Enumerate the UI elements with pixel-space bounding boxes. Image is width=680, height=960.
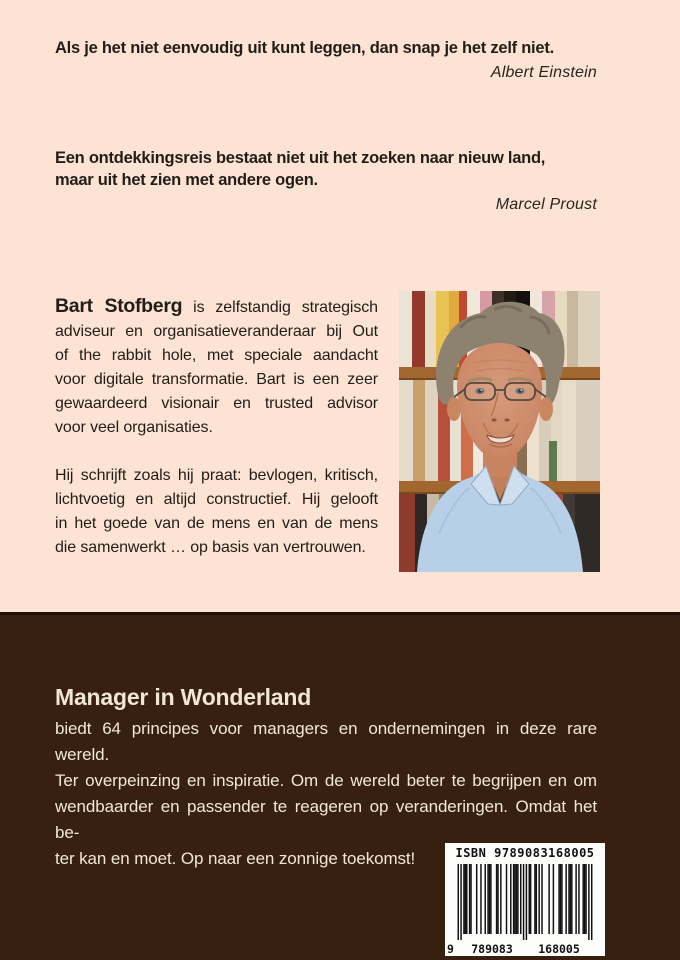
quote-einstein-attribution: Albert Einstein [490, 64, 597, 81]
isbn-label: ISBN 9789083168005 [455, 846, 595, 860]
bio-line [55, 294, 378, 320]
blurb-line: Ter overpeinzing en inspiratie. Om de wereld beter te begrijpen en om [55, 771, 597, 790]
bottom-section [0, 612, 680, 960]
barcode-bars [458, 864, 593, 940]
isbn-digit-group-1: 789083 [471, 942, 513, 956]
blurb-line: ter kan en moet. Op naar een zonnige toekomst! [55, 849, 416, 868]
bio-line: voor digitale transformatie. Bart is een zeer [55, 371, 378, 388]
ear [539, 397, 553, 421]
author-bio-paragraph-1 [55, 294, 378, 440]
bio-line: Hij schrijft zoals hij praat: bevlogen, kritisch, [55, 467, 378, 484]
bio-line-rest: is zelfstandig strategisch [193, 299, 378, 316]
author-bio-paragraph-2 [55, 464, 378, 560]
bio-line: voor veel organisaties. [55, 419, 213, 436]
isbn-digits [445, 942, 605, 955]
bio-line: adviseur en organisatieveranderaar bij Out [55, 323, 378, 340]
book-title: Manager in Wonderland [55, 684, 312, 710]
isbn-digit-group-2: 168005 [538, 942, 580, 956]
bio-line: in het goede van de mens en van de mens [55, 515, 378, 532]
blurb-line: wendbaarder en passender te reageren op veranderingen. Omdat het be- [55, 797, 597, 842]
author-photo [399, 291, 600, 572]
quote-proust-attribution: Marcel Proust [495, 196, 597, 213]
quote-proust [55, 147, 597, 214]
quote-einstein-text: Als je het niet eenvoudig uit kunt leggen, dan snap je het zelf niet. [55, 39, 554, 57]
quote-proust-line-1: Een ontdekkingsreis bestaat niet uit het zoeken naar nieuw land, [55, 149, 546, 167]
isbn-barcode [445, 843, 605, 956]
bio-line: lichtvoetig en altijd constructief. Hij gelooft [55, 491, 378, 508]
author-portrait-illustration [399, 291, 600, 572]
quote-proust-line-2: maar uit het zien met andere ogen. [55, 171, 318, 189]
isbn-digit-first: 9 [447, 942, 454, 956]
author-name: Bart Stofberg [55, 295, 183, 317]
bio-line: die samenwerkt … op basis van vertrouwen. [55, 539, 366, 556]
bio-line: of the rabbit hole, met speciale aandacht [55, 347, 378, 364]
blurb-line: biedt 64 principes voor managers en ondernemingen in deze rare wereld. [55, 719, 597, 764]
bio-line: gewaardeerd visionair en trusted advisor [55, 395, 378, 412]
quote-einstein [55, 37, 597, 82]
